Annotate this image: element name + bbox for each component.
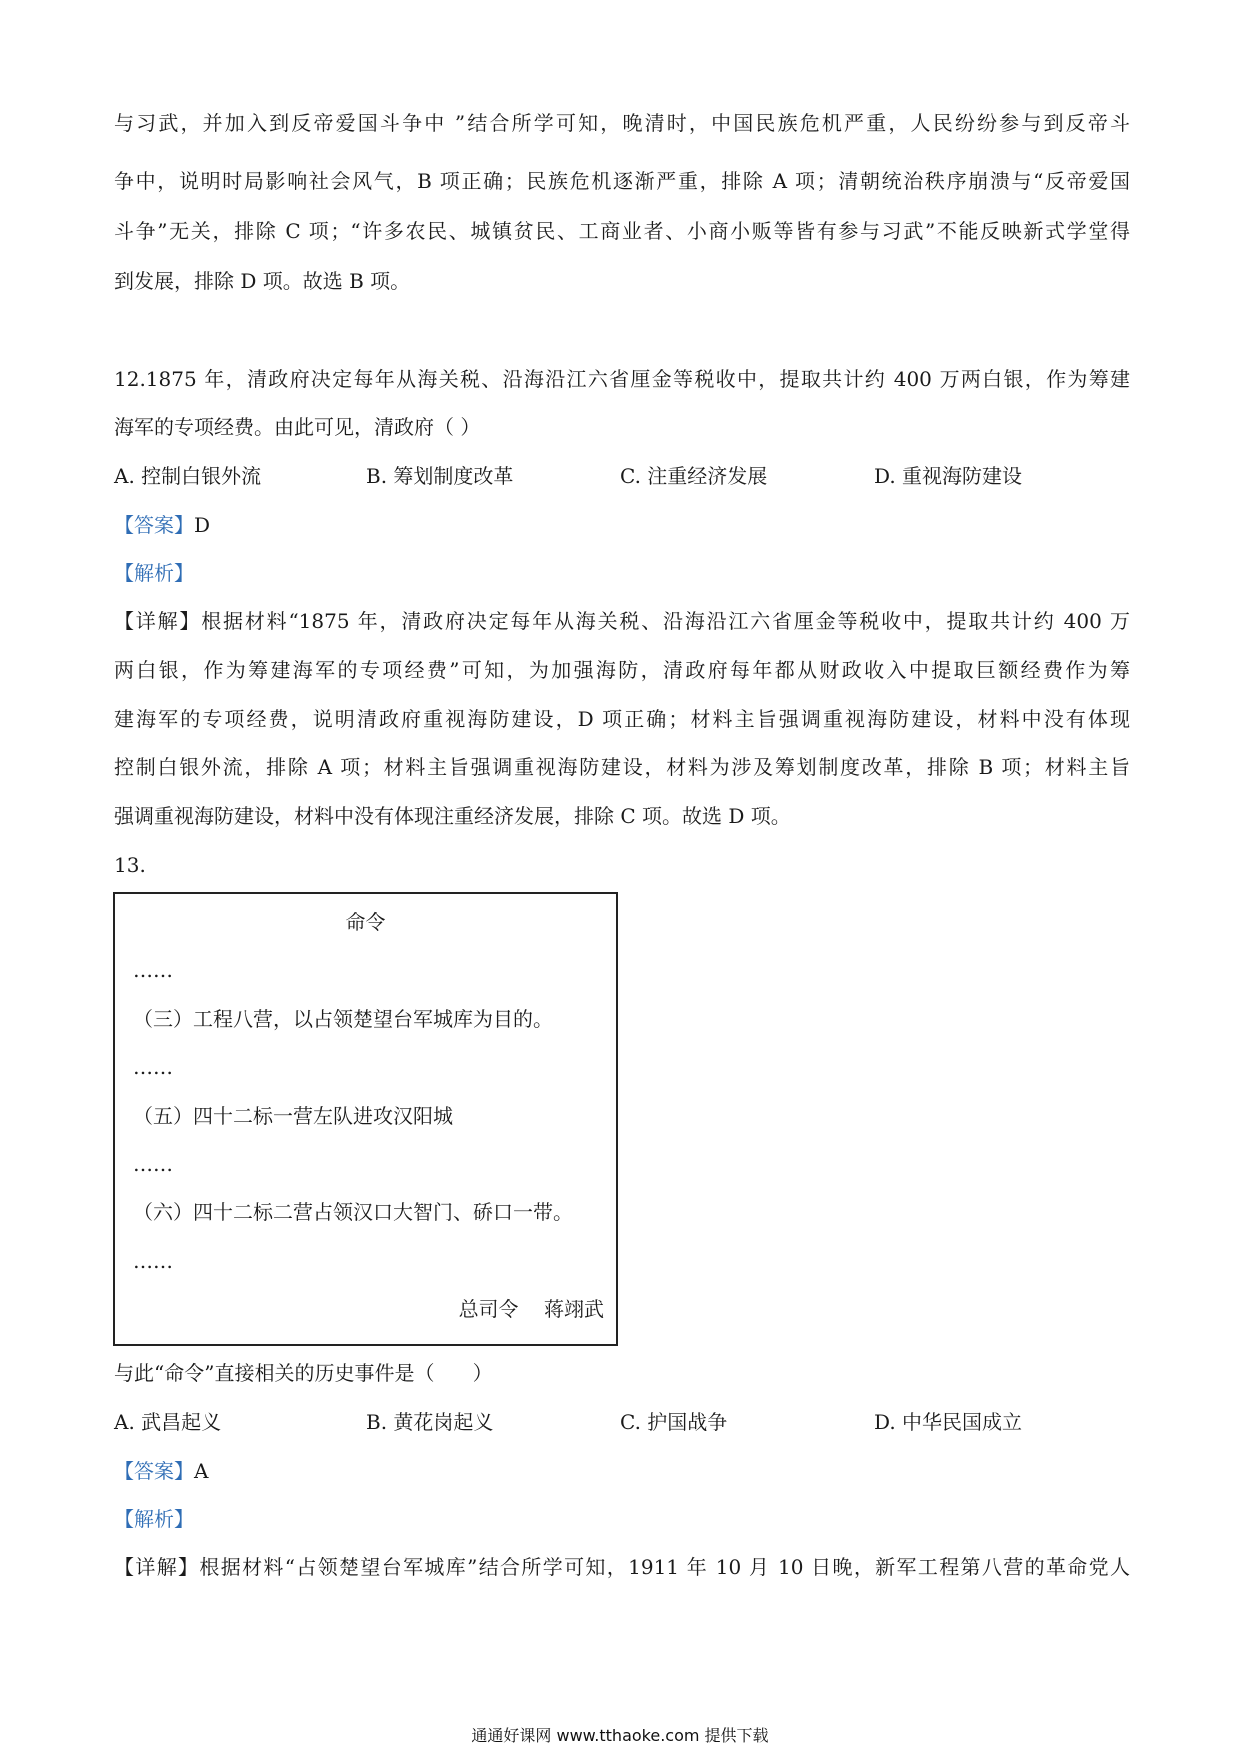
q12-detail-line: 两白银，作为筹建海军的专项经费”可知，为加强海防，清政府每年都从财政收入中提取巨额经费作为筹 xyxy=(114,658,1130,682)
q12-option-a: A. 控制白银外流 xyxy=(114,464,262,488)
command-line: …… xyxy=(133,1055,173,1079)
detail-tag: 【详解】 xyxy=(114,609,202,633)
q12-option-b: B. 筹划制度改革 xyxy=(366,464,514,488)
q13-option-d: D. 中华民国成立 xyxy=(874,1410,1023,1434)
command-line: （三）工程八营，以占领楚望台军城库为目的。 xyxy=(133,1007,553,1031)
q13-number: 13. xyxy=(114,853,146,877)
q12-option-d: D. 重视海防建设 xyxy=(874,464,1023,488)
q12-stem-line: 12.1875 年，清政府决定每年从海关税、沿海沿江六省厘金等税收中，提取共计约 400 万两白银，作为筹建 xyxy=(114,367,1130,391)
command-box xyxy=(113,892,618,1346)
intro-line: 到发展，排除 D 项。故选 B 项。 xyxy=(114,269,411,293)
q12-analysis-tag xyxy=(114,558,194,588)
q13-option-a: A. 武昌起义 xyxy=(114,1410,222,1434)
command-line: （五）四十二标一营左队进攻汉阳城 xyxy=(133,1104,453,1128)
q13-stem: 与此“命令”直接相关的历史事件是（ ） xyxy=(114,1361,493,1385)
command-line: …… xyxy=(133,1249,173,1273)
intro-line: 斗争”无关，排除 C 项；“许多农民、城镇贫民、工商业者、小商小贩等皆有参与习武”不能反映新式学堂得 xyxy=(114,219,1130,243)
answer-value: A xyxy=(194,1459,209,1483)
q12-answer xyxy=(114,510,210,540)
analysis-tag: 【解析】 xyxy=(114,561,194,585)
q13-option-b: B. 黄花岗起义 xyxy=(366,1410,494,1434)
command-line: （六）四十二标二营占领汉口大智门、硚口一带。 xyxy=(133,1200,573,1224)
answer-tag: 【答案】 xyxy=(114,1459,194,1483)
analysis-tag: 【解析】 xyxy=(114,1507,194,1531)
command-signature: 总司令 蒋翊武 xyxy=(458,1297,604,1321)
q13-option-c: C. 护国战争 xyxy=(620,1410,728,1434)
q13-answer xyxy=(114,1456,208,1486)
answer-tag: 【答案】 xyxy=(114,513,194,537)
detail-text: 根据材料“1875 年，清政府决定每年从海关税、沿海沿江六省厘金等税收中，提取共计约 400 万 xyxy=(201,609,1131,633)
q13-analysis-tag xyxy=(114,1504,194,1534)
command-line: …… xyxy=(133,1152,173,1176)
answer-value: D xyxy=(194,513,211,537)
intro-line: 争中，说明时局影响社会风气，B 项正确；民族危机逐渐严重，排除 A 项；清朝统治秩序崩溃与“反帝爱国 xyxy=(114,169,1130,193)
q12-detail-line: 控制白银外流，排除 A 项；材料主旨强调重视海防建设，材料为涉及筹划制度改革，排除 B 项；材料主旨 xyxy=(114,755,1130,779)
detail-tag: 【详解】 xyxy=(114,1555,200,1579)
page-footer: 通通好课网 www.tthaoke.com 提供下载 xyxy=(471,1726,769,1745)
detail-text: 根据材料“占领楚望台军城库”结合所学可知，1911 年 10 月 10 日晚，新军工程第八营的革命党人 xyxy=(199,1555,1130,1579)
q12-detail-line: 建海军的专项经费，说明清政府重视海防建设，D 项正确；材料主旨强调重视海防建设，材料中没有体现 xyxy=(114,707,1130,731)
intro-line: 与习武，并加入到反帝爱国斗争中 ”结合所学可知，晚清时，中国民族危机严重，人民纷纷参与到反帝斗 xyxy=(114,111,1130,135)
q12-detail-line: 强调重视海防建设，材料中没有体现注重经济发展，排除 C 项。故选 D 项。 xyxy=(114,804,791,828)
command-title: 命令 xyxy=(345,910,386,934)
command-line: …… xyxy=(133,958,173,982)
q12-detail-line xyxy=(114,606,1130,636)
q12-stem-line: 海军的专项经费。由此可见，清政府（ ） xyxy=(114,415,481,439)
q13-detail-line xyxy=(114,1552,1130,1582)
q12-option-c: C. 注重经济发展 xyxy=(620,464,768,488)
